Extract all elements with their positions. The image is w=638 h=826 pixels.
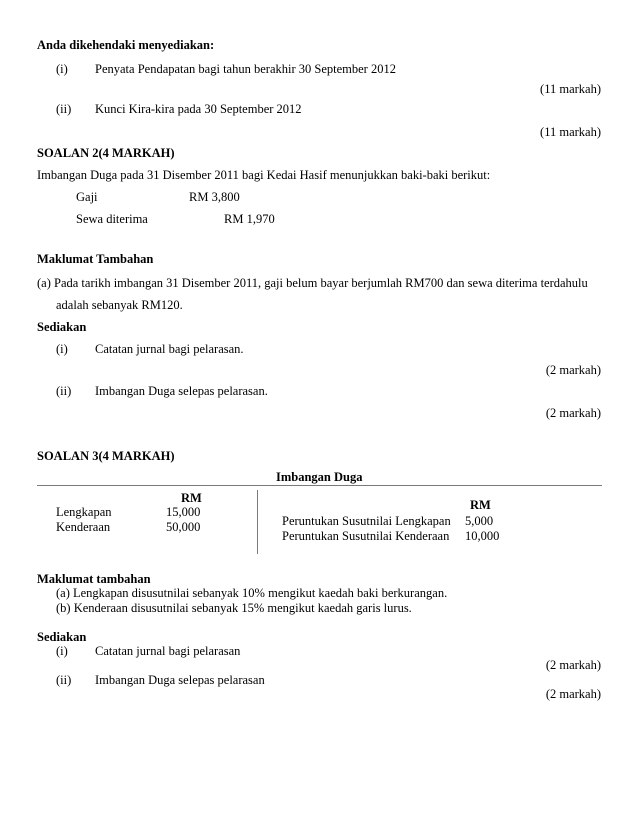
- q3-task-1-number: (i): [56, 644, 68, 658]
- q2-balance-2-value: RM 1,970: [224, 212, 275, 226]
- left-row-2-value: 50,000: [166, 520, 201, 534]
- table-divider: [257, 490, 258, 554]
- q3-task-2-number: (ii): [56, 673, 72, 687]
- right-row-2-label: Peruntukan Susutnilai Kenderaan: [282, 529, 450, 543]
- q3-prepare-heading: Sediakan: [37, 630, 87, 644]
- right-column-header: RM: [470, 498, 491, 512]
- q2-task-1-text: Catatan jurnal bagi pelarasan.: [95, 342, 244, 356]
- instruction-heading: Anda dikehendaki menyediakan:: [37, 38, 215, 52]
- left-column-header: RM: [181, 491, 202, 505]
- q2-task-2-text: Imbangan Duga selepas pelarasan.: [95, 384, 268, 398]
- left-row-1-label: Lengkapan: [56, 505, 112, 519]
- right-row-1-label: Peruntukan Susutnilai Lengkapan: [282, 514, 451, 528]
- q2-balance-1-value: RM 3,800: [189, 190, 240, 204]
- q2-balance-1-label: Gaji: [76, 190, 98, 204]
- q2-intro: Imbangan Duga pada 31 Disember 2011 bagi Kedai Hasif menunjukkan baki-baki berikut:: [37, 168, 491, 182]
- q2-info-a-line1: (a) Pada tarikh imbangan 31 Disember 2011, gaji belum bayar berjumlah RM700 dan sewa diterima terdahulu: [37, 276, 588, 290]
- table-top-rule: [37, 485, 602, 486]
- q2-task-1-marks: (2 markah): [545, 363, 601, 377]
- q2-task-2-number: (ii): [56, 384, 72, 398]
- q3-task-2-marks: (2 markah): [545, 687, 601, 701]
- q3-info-heading: Maklumat tambahan: [37, 572, 151, 586]
- q2-task-2-marks: (2 markah): [545, 406, 601, 420]
- q1-item-2-number: (ii): [56, 102, 72, 116]
- left-row-2-label: Kenderaan: [56, 520, 111, 534]
- q2-info-a-line2: adalah sebanyak RM120.: [56, 298, 183, 312]
- q1-item-2-text: Kunci Kira-kira pada 30 September 2012: [95, 102, 302, 116]
- q1-item-1-marks: (11 markah): [540, 82, 601, 96]
- q2-balance-2-label: Sewa diterima: [76, 212, 148, 226]
- q1-item-1-text: Penyata Pendapatan bagi tahun berakhir 30 September 2012: [95, 62, 396, 76]
- right-row-2-value: 10,000: [465, 529, 500, 543]
- q1-item-1-number: (i): [56, 62, 68, 76]
- q3-table-title: Imbangan Duga: [276, 470, 363, 484]
- q1-item-2-marks: (11 markah): [540, 125, 601, 139]
- q3-info-a: (a) Lengkapan disusutnilai sebanyak 10% mengikut kaedah baki berkurangan.: [56, 586, 448, 600]
- q3-task-1-marks: (2 markah): [545, 658, 601, 672]
- left-row-1-value: 15,000: [166, 505, 201, 519]
- right-row-1-value: 5,000: [465, 514, 494, 528]
- q3-info-b: (b) Kenderaan disusutnilai sebanyak 15% mengikut kaedah garis lurus.: [56, 601, 412, 615]
- q2-task-1-number: (i): [56, 342, 68, 356]
- q3-heading: SOALAN 3(4 MARKAH): [37, 449, 175, 463]
- q2-info-heading: Maklumat Tambahan: [37, 252, 154, 266]
- q2-prepare-heading: Sediakan: [37, 320, 87, 334]
- q3-task-1-text: Catatan jurnal bagi pelarasan: [95, 644, 241, 658]
- q2-heading: SOALAN 2(4 MARKAH): [37, 146, 175, 160]
- q3-task-2-text: Imbangan Duga selepas pelarasan: [95, 673, 265, 687]
